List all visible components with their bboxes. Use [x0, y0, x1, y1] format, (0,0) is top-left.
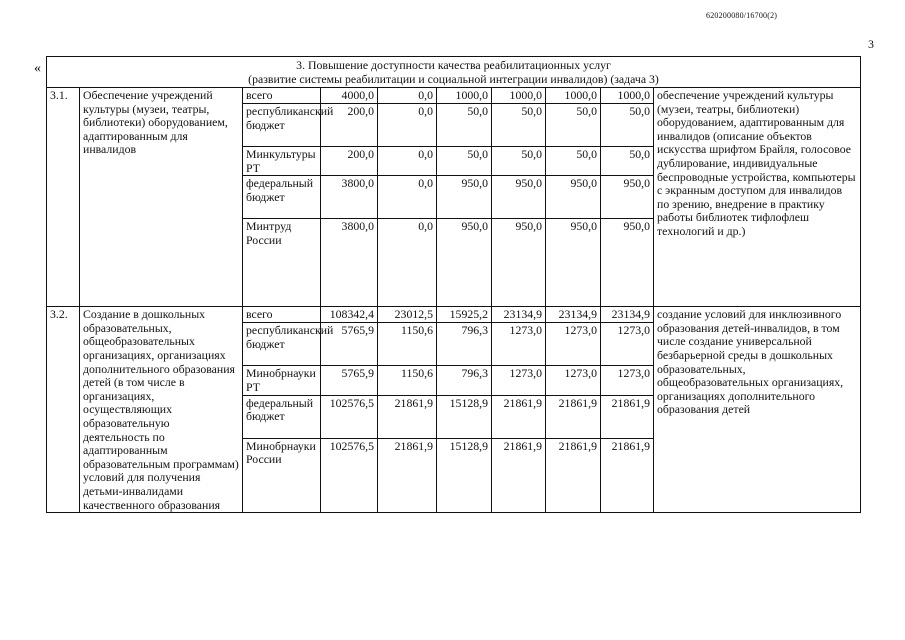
value-year-4: 21861,9 — [546, 395, 601, 438]
value-total: 5765,9 — [321, 323, 378, 366]
value-year-1: 0,0 — [378, 104, 437, 147]
value-year-2: 15128,9 — [437, 395, 492, 438]
value-year-5: 1273,0 — [601, 366, 654, 395]
value-year-2: 50,0 — [437, 147, 492, 176]
row-number: 3.1. — [47, 88, 80, 307]
value-total: 5765,9 — [321, 366, 378, 395]
source-name: Минобрнауки России — [243, 438, 321, 512]
value-year-5: 21861,9 — [601, 438, 654, 512]
value-year-3: 21861,9 — [492, 438, 546, 512]
value-year-1: 0,0 — [378, 88, 437, 104]
section-title: 3. Повышение доступности качества реабилитационных услуг — [296, 58, 611, 72]
value-total: 3800,0 — [321, 176, 378, 219]
value-total: 200,0 — [321, 104, 378, 147]
value-year-5: 50,0 — [601, 104, 654, 147]
value-year-5: 950,0 — [601, 176, 654, 219]
source-name: федеральный бюджет — [243, 176, 321, 219]
page-number: 3 — [868, 37, 874, 51]
value-year-5: 1273,0 — [601, 323, 654, 366]
value-year-4: 950,0 — [546, 219, 601, 307]
value-year-5: 23134,9 — [601, 307, 654, 323]
value-total: 200,0 — [321, 147, 378, 176]
value-total: 3800,0 — [321, 219, 378, 307]
source-name: всего — [243, 307, 321, 323]
document-code: 620200080/16700(2) — [706, 11, 778, 20]
result-cell: обеспечение учреждений культуры (музеи, театры, библиотеки) оборудованием, адаптированным для инвалидов (описание объектов искусства шрифтом Брайля, голосовое дублирование, индивидуальные беспроводные устройства, компьютеры с экранным доступом для инвалидов по зрению, внедрение в практику работы библиотек тифлофлеш технологий и др.) — [654, 88, 861, 307]
program-measures-table — [46, 56, 861, 513]
value-year-1: 0,0 — [378, 147, 437, 176]
value-year-1: 0,0 — [378, 176, 437, 219]
value-year-4: 21861,9 — [546, 438, 601, 512]
opening-quote-mark: « — [34, 61, 41, 76]
section-header-row — [47, 57, 861, 88]
source-name: республиканский бюджет — [243, 104, 321, 147]
value-year-4: 23134,9 — [546, 307, 601, 323]
value-total: 102576,5 — [321, 438, 378, 512]
value-year-5: 50,0 — [601, 147, 654, 176]
value-year-1: 0,0 — [378, 219, 437, 307]
value-year-3: 1000,0 — [492, 88, 546, 104]
source-name: Минкультуры РТ — [243, 147, 321, 176]
source-name: Минобрнауки РТ — [243, 366, 321, 395]
source-name: республиканский бюджет — [243, 323, 321, 366]
value-year-5: 21861,9 — [601, 395, 654, 438]
value-total: 4000,0 — [321, 88, 378, 104]
value-year-4: 50,0 — [546, 147, 601, 176]
value-year-5: 950,0 — [601, 219, 654, 307]
source-name: всего — [243, 88, 321, 104]
value-year-3: 950,0 — [492, 176, 546, 219]
value-year-2: 15925,2 — [437, 307, 492, 323]
value-year-3: 1273,0 — [492, 366, 546, 395]
activity-cell: Создание в дошкольных образовательных, общеобразовательных организациях, организациях дополнительного образования детей (в том числе в организациях, осуществляющих образовательную деятельность по адаптированным образовательным программам) условий для получения детьми-инвалидами качественного образования — [80, 307, 243, 513]
section-subtitle: (развитие системы реабилитации и социальной интеграции инвалидов) (задача 3) — [248, 72, 659, 86]
value-year-3: 21861,9 — [492, 395, 546, 438]
value-year-4: 950,0 — [546, 176, 601, 219]
value-year-2: 1000,0 — [437, 88, 492, 104]
value-year-4: 1273,0 — [546, 323, 601, 366]
section-header-cell — [47, 57, 861, 88]
value-year-1: 1150,6 — [378, 323, 437, 366]
value-total: 108342,4 — [321, 307, 378, 323]
value-year-1: 21861,9 — [378, 438, 437, 512]
table-row — [47, 307, 861, 323]
value-year-3: 1273,0 — [492, 323, 546, 366]
value-year-1: 23012,5 — [378, 307, 437, 323]
source-name: Минтруд России — [243, 219, 321, 307]
result-cell: создание условий для инклюзивного образования детей-инвалидов, в том числе создание универсальной безбарьерной среды в дошкольных образовательных, общеобразовательных организациях, организациях дополнительного образования детей — [654, 307, 861, 513]
value-year-1: 1150,6 — [378, 366, 437, 395]
value-year-2: 796,3 — [437, 323, 492, 366]
value-year-3: 23134,9 — [492, 307, 546, 323]
value-year-3: 50,0 — [492, 147, 546, 176]
value-year-4: 1000,0 — [546, 88, 601, 104]
value-year-2: 50,0 — [437, 104, 492, 147]
value-year-2: 15128,9 — [437, 438, 492, 512]
value-year-1: 21861,9 — [378, 395, 437, 438]
value-year-3: 950,0 — [492, 219, 546, 307]
activity-cell: Обеспечение учреждений культуры (музеи, театры, библиотеки) оборудованием, адаптированным для инвалидов — [80, 88, 243, 307]
value-total: 102576,5 — [321, 395, 378, 438]
source-name: федеральный бюджет — [243, 395, 321, 438]
value-year-2: 796,3 — [437, 366, 492, 395]
row-number: 3.2. — [47, 307, 80, 513]
value-year-2: 950,0 — [437, 176, 492, 219]
value-year-5: 1000,0 — [601, 88, 654, 104]
value-year-2: 950,0 — [437, 219, 492, 307]
value-year-4: 50,0 — [546, 104, 601, 147]
table-row — [47, 88, 861, 104]
value-year-3: 50,0 — [492, 104, 546, 147]
value-year-4: 1273,0 — [546, 366, 601, 395]
